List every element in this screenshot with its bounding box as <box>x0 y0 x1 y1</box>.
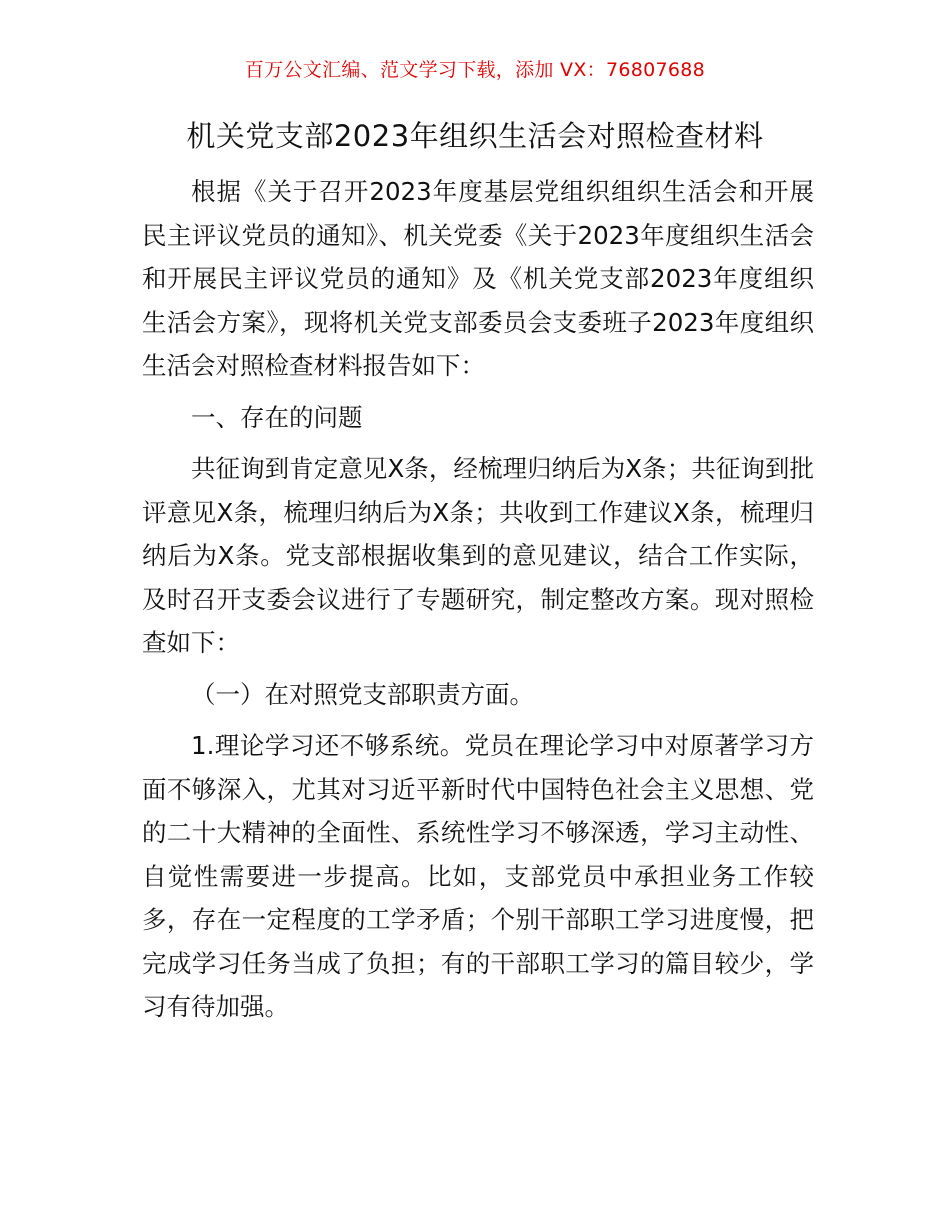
header-banner: 百万公文汇编、范文学习下载，添加 VX：76807688 <box>244 59 706 81</box>
subsection-heading-duties: （一）在对照党支部职责方面。 <box>191 679 534 709</box>
paragraph-feedback-summary: 共征询到肯定意见X条，经梳理归纳后为X条；共征询到批评意见X条，梳理归纳后为X条；共收到工作建议X条，梳理归纳后为X条。党支部根据收集到的意见建议，结合工作实际，及时召开支委会议进行了专题研究，制定整改方案。现对照检查如下： <box>142 454 814 657</box>
paragraph-theory-study: 1.理论学习还不够系统。党员在理论学习中对原著学习方面不够深入，尤其对习近平新时代中国特色社会主义思想、党的二十大精神的全面性、系统性学习不够深透，学习主动性、自觉性需要进一步提高。比如，支部党员中承担业务工作较多，存在一定程度的工学矛盾；个别干部职工学习进度慢，把完成学习任务当成了负担；有的干部职工学习的篇目较少，学习有待加强。 <box>142 731 814 1021</box>
document-body <box>142 170 814 1037</box>
document-title: 机关党支部2023年组织生活会对照检查材料 <box>186 119 764 153</box>
paragraph-intro: 根据《关于召开2023年度基层党组织组织生活会和开展民主评议党员的通知》、机关党委《关于2023年度组织生活会和开展民主评议党员的通知》及《机关党支部2023年度组织生活会方案》，现将机关党支部委员会支委班子2023年度组织生活会对照检查材料报告如下： <box>142 177 814 380</box>
section-heading-problems: 一、存在的问题 <box>191 402 363 432</box>
